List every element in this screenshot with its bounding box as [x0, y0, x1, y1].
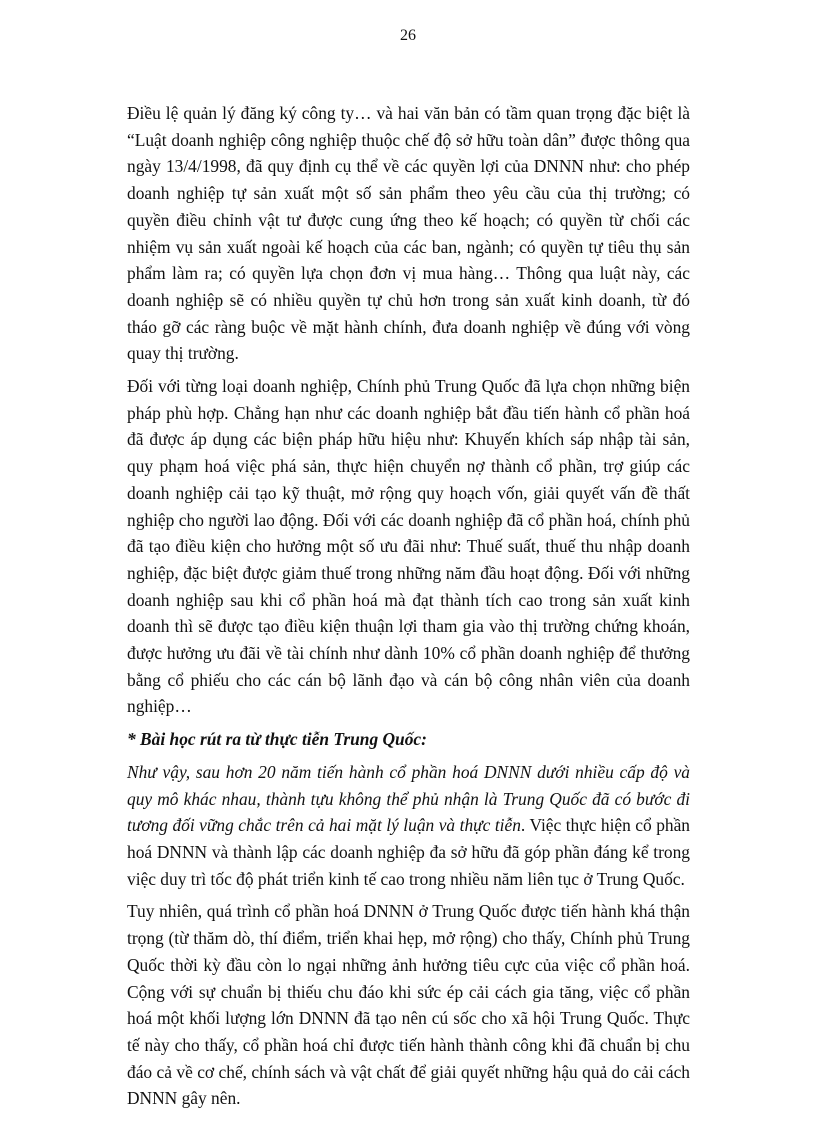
- lessons-summary-rest: . Việc thực hiện cổ phần hoá DNNN và thành lập các doanh nghiệp đa sở hữu đã góp phần đáng kể trong việc duy trì tốc độ phát triển kinh tế cao trong nhiều năm liên tục ở Trung Quốc.: [127, 815, 691, 889]
- paragraph-enterprise-measures: Đối với từng loại doanh nghiệp, Chính phủ Trung Quốc đã lựa chọn những biện pháp phù hợp. Chẳng hạn như các doanh nghiệp bắt đầu tiến hành cổ phần hoá đã được áp dụng các biện pháp hữu hiệu như: Khuyến khích sáp nhập tài sản, quy phạm hoá việc phá sản, thực hiện chuyển nợ thành cổ phần, trợ giúp các doanh nghiệp cải tạo kỹ thuật, mở rộng quy hoạch vốn, giải quyết vấn đề thất nghiệp cho người lao động. Đối với các doanh nghiệp đã cổ phần hoá, chính phủ đã tạo điều kiện cho hưởng một số ưu đãi như: Thuế suất, thuế thu nhập doanh nghiệp, đặc biệt được giảm thuế trong những năm đầu hoạt động. Đối với những doanh nghiệp sau khi cổ phần hoá mà đạt thành tích cao trong sản xuất kinh doanh thì sẽ được tạo điều kiện thuận lợi tham gia vào thị trường chứng khoán, được hưởng ưu đãi về tài chính như dành 10% cổ phần doanh nghiệp để thưởng bằng cổ phiếu cho các cán bộ lãnh đạo và cán bộ công nhân viên của doanh nghiệp…: [127, 376, 690, 717]
- document-body: [127, 100, 690, 1118]
- section-heading-lessons: * Bài học rút ra từ thực tiễn Trung Quốc:: [127, 729, 427, 750]
- page-number: 26: [400, 27, 416, 44]
- paragraph-cautious-process: Tuy nhiên, quá trình cổ phần hoá DNNN ở Trung Quốc được tiến hành khá thận trọng (từ thăm dò, thí điểm, triển khai hẹp, mở rộng) cho thấy, Chính phủ Trung Quốc thời kỳ đầu còn lo ngại những ảnh hưởng tiêu cực của việc cổ phần hoá. Cộng với sự chuẩn bị thiếu chu đáo khi sức ép cải cách gia tăng, việc cổ phần hoá một khối lượng lớn DNNN đã tạo nên cú sốc cho xã hội Trung Quốc. Thực tế này cho thấy, cổ phần hoá chỉ được tiến hành thành công khi đã chuẩn bị chu đáo cả về cơ chế, chính sách và vật chất để giải quyết những hậu quả do cải cách DNNN gây nên.: [127, 901, 690, 1109]
- paragraph-lessons-summary: [127, 759, 690, 893]
- paragraph-company-law: Điều lệ quản lý đăng ký công ty… và hai văn bản có tầm quan trọng đặc biệt là “Luật doanh nghiệp công nghiệp thuộc chế độ sở hữu toàn dân” được thông qua ngày 13/4/1998, đã quy định cụ thể về các quyền lợi của DNNN như: cho phép doanh nghiệp tự sản xuất một số sản phẩm theo yêu cầu của thị trường; có quyền điều chỉnh vật tư được cung ứng theo kế hoạch; có quyền từ chối các nhiệm vụ sản xuất ngoài kế hoạch của các ban, ngành; có quyền tự tiêu thụ sản phẩm làm ra; có quyền lựa chọn đơn vị mua hàng… Thông qua luật này, các doanh nghiệp sẽ có nhiều quyền tự chủ hơn trong sản xuất kinh doanh, từ đó tháo gỡ các ràng buộc về mặt hành chính, đưa doanh nghiệp về đúng với vòng quay thị trường.: [127, 103, 690, 364]
- lessons-summary-italic: Như vậy, sau hơn 20 năm tiến hành cổ phần hoá DNNN dưới nhiều cấp độ và quy mô khác nhau, thành tựu không thể phủ nhận là Trung Quốc đã có bước đi tương đối vững chắc trên cả hai mặt lý luận và thực tiễn: [127, 761, 690, 836]
